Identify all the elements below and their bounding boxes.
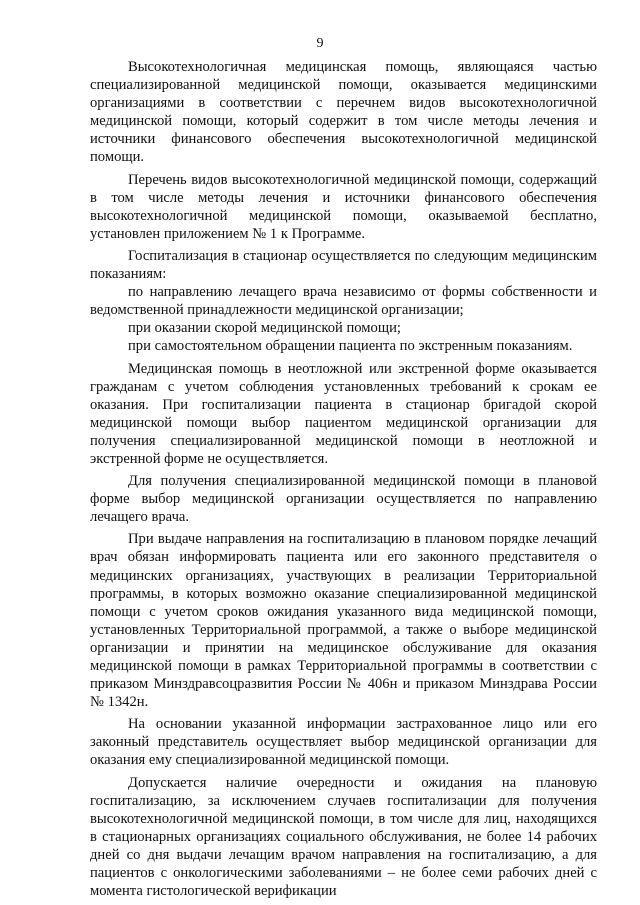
document-body bbox=[90, 58, 597, 904]
paragraph: Допускается наличие очередности и ожидания на плановую госпитализацию, за исключением случаев госпитализации для получения высокотехнологичной медицинской помощи, в том числе для лиц, находящихся в стационарных организациях социального обслуживания, не более 14 рабочих дней со дня выдачи лечащим врачом направления на госпитализацию, а для пациентов с онкологическими заболеваниями – не более семи рабочих дней с момента гистологической верификации bbox=[90, 774, 597, 900]
paragraph: Медицинская помощь в неотложной или экстренной форме оказывается гражданам с учетом соблюдения установленных требований к срокам ее оказания. При госпитализации пациента в стационар бригадой скорой медицинской помощи выбор пациентом медицинской организации для получения специализированной медицинской помощи в неотложной и экстренной форме не осуществляется. bbox=[90, 360, 597, 467]
paragraph: Высокотехнологичная медицинская помощь, являющаяся частью специализированной медицинской помощи, оказывается медицинскими организациями в соответствии с перечнем видов высокотехнологичной медицинской помощи, который содержит в том числе методы лечения и источники финансового обеспечения высокотехнологичной медицинской помощи. bbox=[90, 59, 597, 166]
paragraph: Для получения специализированной медицинской помощи в плановой форме выбор медицинской организации осуществляется по направлению лечащего врача. bbox=[90, 473, 597, 526]
paragraph: На основании указанной информации застрахованное лицо или его законный представитель осуществляет выбор медицинской организации для оказания ему специализированной медицинской помощи. bbox=[90, 716, 597, 769]
paragraph: При выдаче направления на госпитализацию в плановом порядке лечащий врач обязан информировать пациента или его законного представителя о медицинских организациях, участвующих в реализации Территориальной программы, в которых возможно оказание специализированной медицинской помощи с учетом сроков ожидания указанного вида медицинской помощи, установленных Территориальной программой, а также о выборе медицинской организации и принятии на медицинское обслуживание для оказания медицинской помощи в рамках Территориальной программы в соответствии с приказом Минздравсоцразвития России № 406н и приказом Минздрава России № 1342н. bbox=[90, 531, 597, 711]
paragraph: Госпитализация в стационар осуществляется по следующим медицинским показаниям: bbox=[90, 247, 597, 283]
paragraph: Перечень видов высокотехнологичной медицинской помощи, содержащий в том числе методы лечения и источники финансового обеспечения высокотехнологичной медицинской помощи, оказываемой бесплатно, установлен приложением № 1 к Программе. bbox=[90, 171, 597, 242]
list-item: при оказании скорой медицинской помощи; bbox=[128, 320, 401, 337]
page-number: 9 bbox=[316, 36, 324, 51]
list-item: по направлению лечащего врача независимо от формы собственности и ведомственной принадлежности медицинской организации; bbox=[90, 284, 597, 319]
list-item: при самостоятельном обращении пациента по экстренным показаниям. bbox=[128, 338, 573, 355]
